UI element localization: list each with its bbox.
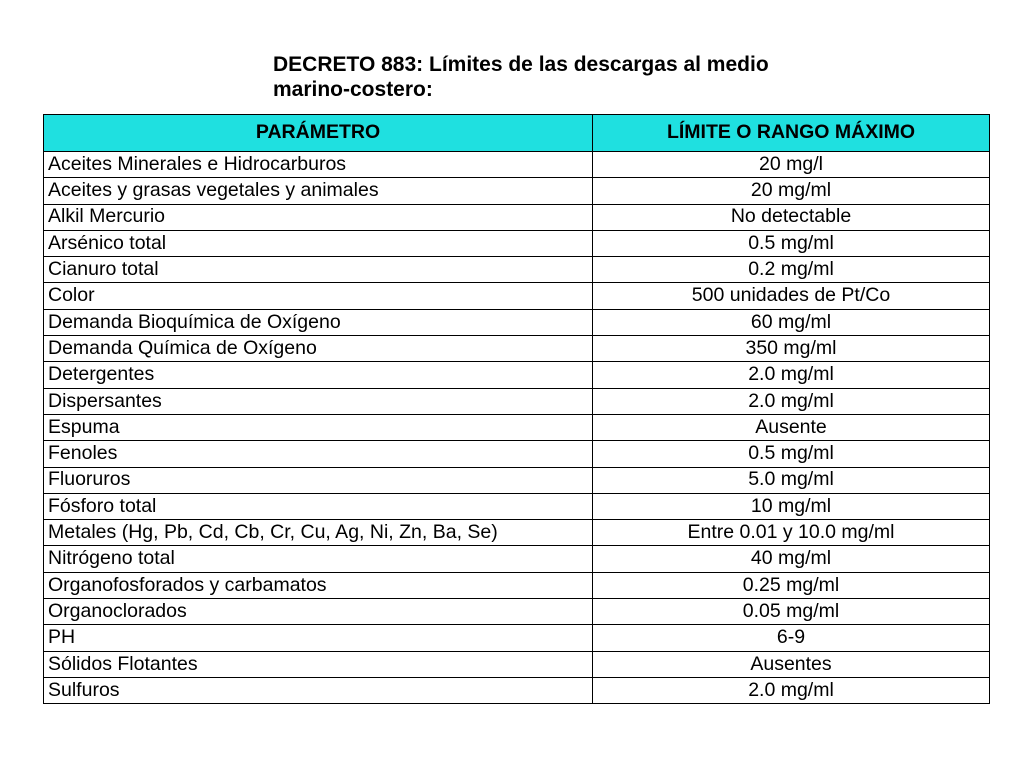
- parameter-cell: Aceites Minerales e Hidrocarburos: [44, 152, 593, 178]
- limit-cell: 0.2 mg/ml: [593, 257, 990, 283]
- table-row: [44, 441, 990, 467]
- limit-cell: Ausente: [593, 414, 990, 440]
- limit-cell: 0.5 mg/ml: [593, 441, 990, 467]
- limit-cell: 500 unidades de Pt/Co: [593, 283, 990, 309]
- limit-cell: 0.5 mg/ml: [593, 230, 990, 256]
- table-row: [44, 467, 990, 493]
- limit-cell: 60 mg/ml: [593, 309, 990, 335]
- parameter-cell: Demanda Química de Oxígeno: [44, 336, 593, 362]
- parameter-cell: Sólidos Flotantes: [44, 651, 593, 677]
- limit-cell: 0.25 mg/ml: [593, 572, 990, 598]
- limit-cell: 5.0 mg/ml: [593, 467, 990, 493]
- parameter-cell: PH: [44, 625, 593, 651]
- limit-cell: 2.0 mg/ml: [593, 388, 990, 414]
- parameter-cell: Cianuro total: [44, 257, 593, 283]
- limit-cell: 0.05 mg/ml: [593, 599, 990, 625]
- parameter-cell: Nitrógeno total: [44, 546, 593, 572]
- parameter-cell: Organofosforados y carbamatos: [44, 572, 593, 598]
- parameter-cell: Fenoles: [44, 441, 593, 467]
- limit-cell: 20 mg/ml: [593, 178, 990, 204]
- parameter-cell: Aceites y grasas vegetales y animales: [44, 178, 593, 204]
- table-row: [44, 677, 990, 703]
- table-row: [44, 204, 990, 230]
- limit-cell: 10 mg/ml: [593, 493, 990, 519]
- page-title: [273, 52, 893, 102]
- parameter-cell: Sulfuros: [44, 677, 593, 703]
- table-row: [44, 414, 990, 440]
- parameter-cell: Demanda Bioquímica de Oxígeno: [44, 309, 593, 335]
- table-row: [44, 493, 990, 519]
- parameter-cell: Color: [44, 283, 593, 309]
- parameter-cell: Metales (Hg, Pb, Cd, Cb, Cr, Cu, Ag, Ni, Zn, Ba, Se): [44, 520, 593, 546]
- table-row: [44, 572, 990, 598]
- table-row: [44, 309, 990, 335]
- limit-cell: 6-9: [593, 625, 990, 651]
- parameter-cell: Alkil Mercurio: [44, 204, 593, 230]
- table-row: [44, 178, 990, 204]
- table-row: [44, 546, 990, 572]
- header-parameter: PARÁMETRO: [44, 115, 593, 152]
- table-row: [44, 599, 990, 625]
- table-row: [44, 230, 990, 256]
- table-row: [44, 520, 990, 546]
- parameter-cell: Detergentes: [44, 362, 593, 388]
- limit-cell: 2.0 mg/ml: [593, 362, 990, 388]
- parameter-cell: Espuma: [44, 414, 593, 440]
- table-row: [44, 388, 990, 414]
- limit-cell: 20 mg/l: [593, 152, 990, 178]
- limits-table: [43, 114, 990, 704]
- limit-cell: Entre 0.01 y 10.0 mg/ml: [593, 520, 990, 546]
- header-limit: LÍMITE O RANGO MÁXIMO: [593, 115, 990, 152]
- limit-cell: No detectable: [593, 204, 990, 230]
- limit-cell: Ausentes: [593, 651, 990, 677]
- parameter-cell: Organoclorados: [44, 599, 593, 625]
- table-row: [44, 257, 990, 283]
- parameter-cell: Fluoruros: [44, 467, 593, 493]
- table-row: [44, 625, 990, 651]
- parameter-cell: Fósforo total: [44, 493, 593, 519]
- limit-cell: 2.0 mg/ml: [593, 677, 990, 703]
- title-line-2: marino-costero:: [273, 78, 433, 101]
- parameter-cell: Arsénico total: [44, 230, 593, 256]
- title-line-1: DECRETO 883: Límites de las descargas al medio: [273, 53, 769, 76]
- table-body: [44, 152, 990, 704]
- limit-cell: 350 mg/ml: [593, 336, 990, 362]
- table-row: [44, 651, 990, 677]
- parameter-cell: Dispersantes: [44, 388, 593, 414]
- table-row: [44, 152, 990, 178]
- table-row: [44, 283, 990, 309]
- table-row: [44, 362, 990, 388]
- table-row: [44, 336, 990, 362]
- limit-cell: 40 mg/ml: [593, 546, 990, 572]
- table-header: [44, 115, 990, 152]
- header-row: [44, 115, 990, 152]
